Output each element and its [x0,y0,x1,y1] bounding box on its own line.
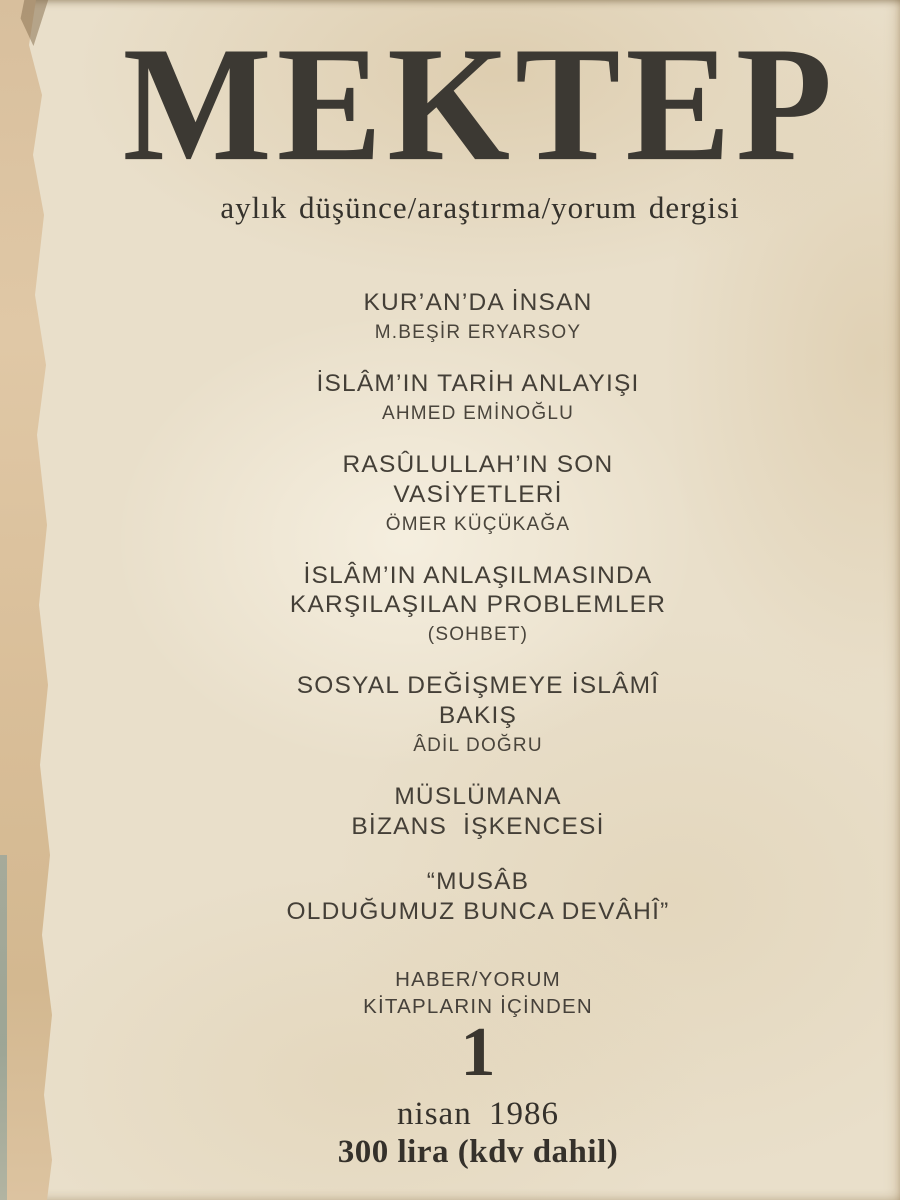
toc-article [290,561,666,647]
article-author: ÂDİL DOĞRU [413,735,543,756]
article-title: SOSYAL DEĞİŞMEYE İSLÂMÎ [296,672,660,700]
article-title: BİZANS İŞKENCESİ [351,812,605,840]
article-author: AHMED EMİNOĞLU [381,402,575,424]
article-title: OLDUĞUMUZ BUNCA DEVÂHÎ” [286,897,670,925]
magazine-title: MEKTEP [122,13,838,196]
section-label: KİTAPLARIN İÇİNDEN [363,995,593,1019]
section-label: HABER/YORUM [395,967,561,991]
toc-article [287,867,670,927]
issue-info [70,1014,886,1171]
issue-date: nisan 1986 [397,1096,559,1132]
toc-article [363,288,592,344]
article-title: İSLÂM’IN ANLAŞILMASINDA [303,561,653,589]
article-title: İSLÂM’IN TARİH ANLAYIŞI [316,369,640,397]
scan-edge-shadow [0,855,7,1200]
article-title: KARŞILAŞILAN PROBLEMLER [289,591,667,619]
issue-number: 1 [460,1014,496,1091]
table-of-contents [70,288,886,1021]
toc-article [343,450,614,536]
article-title: BAKIŞ [438,702,518,730]
masthead [70,13,890,226]
article-title: MÜSLÜMANA [394,783,562,810]
article-title: “MUSÂB [426,867,530,895]
article-author: ÖMER KÜÇÜKAĞA [385,513,571,535]
article-title: RASÛLULLAH’IN SON [342,450,614,478]
magazine-subtitle: aylık düşünce/araştırma/yorum dergisi [220,190,740,225]
article-title: VASİYETLERİ [393,480,563,508]
article-title: KUR’AN’DA İNSAN [363,289,593,316]
toc-article [297,671,660,757]
torn-paper-edge [0,0,54,1200]
article-author: M.BEŞİR ERYARSOY [374,321,582,343]
sections-block [363,966,593,1021]
issue-price: 300 lira (kdv dahil) [337,1134,619,1170]
toc-article [351,782,604,842]
toc-article [316,369,639,425]
article-author: (SOHBET) [427,624,529,646]
